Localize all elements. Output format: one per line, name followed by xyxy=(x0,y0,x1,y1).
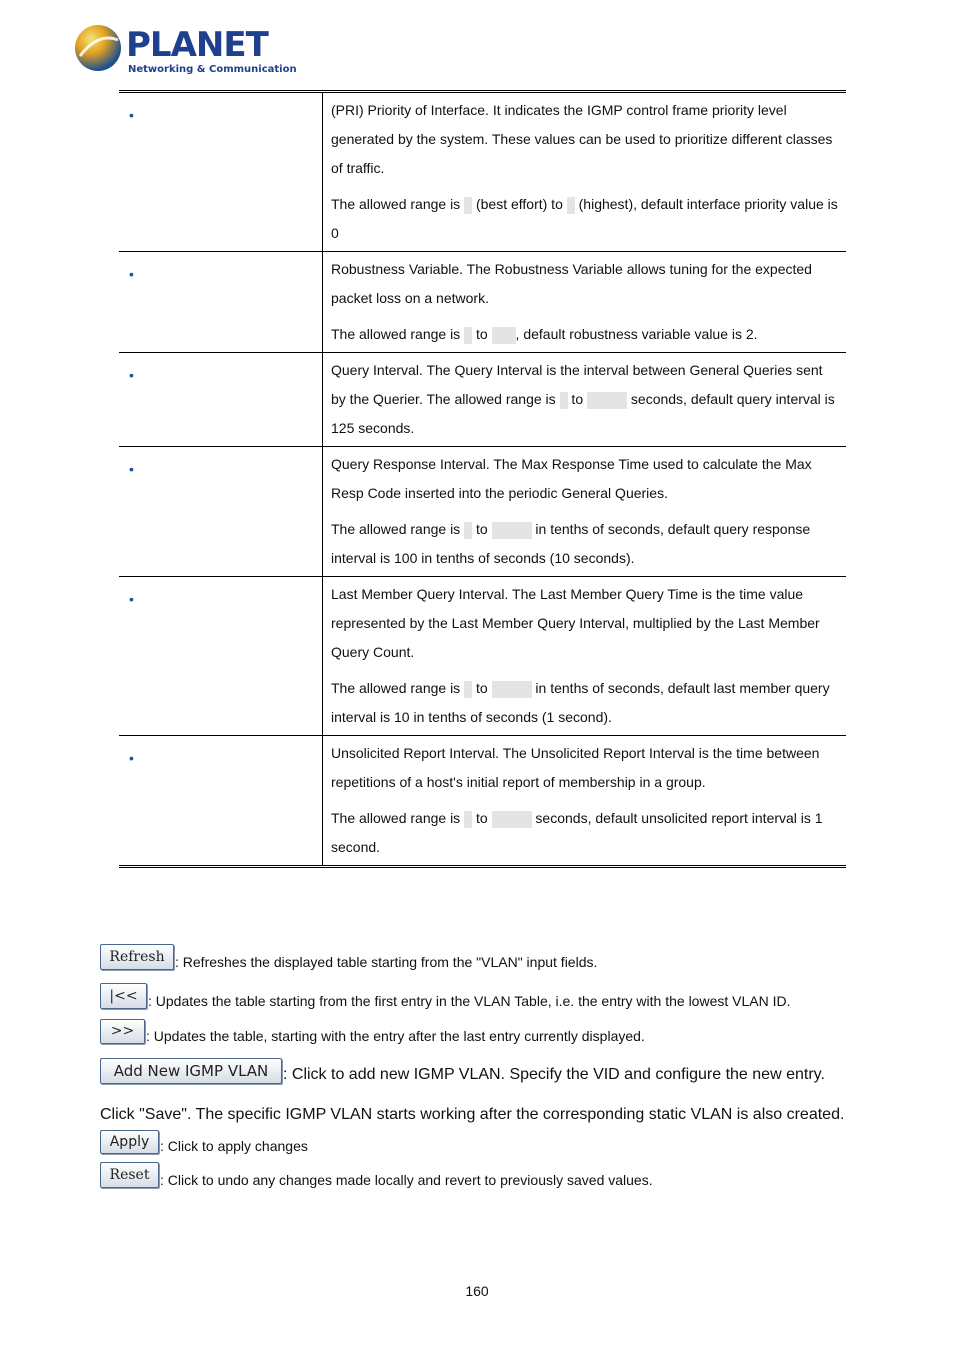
description-text: to xyxy=(472,326,492,342)
value-placeholder xyxy=(492,681,532,698)
parameter-row xyxy=(119,577,846,736)
description-text: in tenths of seconds, default query response interval is 100 in tenths of seconds (10 seconds). xyxy=(331,521,811,566)
description-text: Unsolicited Report Interval. The Unsolicited Report Interval is the time between repetitions of a host's initial report of membership in a group. xyxy=(331,745,820,790)
description-text: The allowed range is xyxy=(331,810,465,826)
reset-description: : Click to undo any changes made locally and revert to previously saved values. xyxy=(160,1172,653,1188)
parameter-name-cell xyxy=(119,577,323,736)
parameter-name-cell xyxy=(119,736,323,867)
description-paragraph xyxy=(331,190,840,248)
description-paragraph xyxy=(331,255,840,313)
reset-button[interactable]: Reset xyxy=(100,1162,159,1188)
description-paragraph xyxy=(331,356,840,443)
parameter-row xyxy=(119,447,846,577)
description-paragraph xyxy=(331,580,840,667)
apply-line xyxy=(100,1130,308,1154)
parameter-description-cell xyxy=(323,92,847,252)
first-page-button[interactable]: |<< xyxy=(100,983,147,1009)
description-paragraph xyxy=(331,739,840,797)
parameter-description-cell xyxy=(323,252,847,353)
parameter-name-cell xyxy=(119,447,323,577)
bullet-icon: • xyxy=(129,367,134,383)
description-paragraph xyxy=(331,515,840,573)
bullet-icon: • xyxy=(129,461,134,477)
logo-tagline: Networking & Communication xyxy=(128,64,297,75)
bullet-icon: • xyxy=(129,750,134,766)
parameter-description-cell xyxy=(323,736,847,867)
globe-icon xyxy=(75,25,121,71)
parameter-row xyxy=(119,252,846,353)
description-text: to xyxy=(472,521,492,537)
parameter-row xyxy=(119,353,846,447)
value-placeholder xyxy=(464,522,472,539)
parameter-description-cell xyxy=(323,577,847,736)
parameter-name-cell xyxy=(119,252,323,353)
description-text: The allowed range is xyxy=(331,196,465,212)
description-text: Query Response Interval. The Max Response Time used to calculate the Max Resp Code inserted into the periodic General Queries. xyxy=(331,456,812,501)
description-text: to xyxy=(472,680,492,696)
refresh-line xyxy=(100,944,597,970)
bullet-icon: • xyxy=(129,266,134,282)
value-placeholder xyxy=(587,392,627,409)
description-text: Query Interval. The Query Interval is the interval between General Queries sent by the Querier. The allowed range is xyxy=(331,362,823,407)
description-paragraph xyxy=(331,804,840,862)
value-placeholder xyxy=(492,522,532,539)
description-paragraph xyxy=(331,450,840,508)
description-text: in tenths of seconds, default last member query interval is 10 in tenths of seconds (1 second). xyxy=(331,680,830,725)
value-placeholder xyxy=(464,681,472,698)
description-text: seconds, default unsolicited report interval is 1 second. xyxy=(331,810,823,855)
description-text: to xyxy=(567,391,588,407)
save-instruction: Click "Save". The specific IGMP VLAN starts working after the corresponding static VLAN is also created. xyxy=(100,1106,845,1123)
description-text: The allowed range is xyxy=(331,521,465,537)
description-text: Robustness Variable. The Robustness Variable allows tuning for the expected packet loss on a network. xyxy=(331,261,812,306)
refresh-button[interactable]: Refresh xyxy=(100,944,174,970)
add-igmp-vlan-description: : Click to add new IGMP VLAN. Specify the VID and configure the new entry. xyxy=(283,1066,825,1083)
add-igmp-vlan-button[interactable]: Add New IGMP VLAN xyxy=(100,1058,282,1084)
value-placeholder xyxy=(464,197,472,214)
parameter-description-cell xyxy=(323,447,847,577)
description-text: The allowed range is xyxy=(331,326,465,342)
description-paragraph xyxy=(331,320,840,349)
first-page-line xyxy=(100,983,791,1009)
next-page-description: : Updates the table, starting with the entry after the last entry currently displayed. xyxy=(146,1028,645,1044)
apply-description: : Click to apply changes xyxy=(160,1138,308,1154)
refresh-description: : Refreshes the displayed table starting from the "VLAN" input fields. xyxy=(175,954,598,970)
first-page-description: : Updates the table starting from the first entry in the VLAN Table, i.e. the entry with the lowest VLAN ID. xyxy=(148,993,791,1009)
reset-line xyxy=(100,1162,653,1188)
description-text: (best effort) to xyxy=(472,196,567,212)
parameter-description-cell xyxy=(323,353,847,447)
description-paragraph xyxy=(331,96,840,183)
bullet-icon: • xyxy=(129,591,134,607)
add-vlan-line xyxy=(100,1058,825,1084)
page-number: 160 xyxy=(465,1283,489,1299)
parameter-table xyxy=(119,90,846,868)
planet-logo xyxy=(72,22,297,78)
value-placeholder xyxy=(567,197,575,214)
value-placeholder xyxy=(464,811,472,828)
next-page-line xyxy=(100,1019,645,1044)
parameter-row xyxy=(119,736,846,867)
value-placeholder xyxy=(560,392,568,409)
description-text: to xyxy=(472,810,492,826)
apply-button[interactable]: Apply xyxy=(100,1130,159,1154)
value-placeholder xyxy=(464,327,472,344)
bullet-icon: • xyxy=(129,107,134,123)
next-page-button[interactable]: >> xyxy=(100,1019,145,1044)
description-text: (PRI) Priority of Interface. It indicates the IGMP control frame priority level generated by the system. These values can be used to prioritize different classes of traffic. xyxy=(331,102,833,176)
description-text: , default robustness variable value is 2. xyxy=(515,326,758,342)
value-placeholder xyxy=(492,811,532,828)
parameter-name-cell xyxy=(119,92,323,252)
parameter-name-cell xyxy=(119,353,323,447)
logo-wordmark: PLANET xyxy=(126,25,268,65)
value-placeholder xyxy=(492,327,516,344)
description-text: (highest), default interface priority value is 0 xyxy=(331,196,838,241)
description-text: seconds, default query interval is 125 seconds. xyxy=(331,391,835,436)
description-text: The allowed range is xyxy=(331,680,465,696)
description-paragraph xyxy=(331,674,840,732)
description-text: Last Member Query Interval. The Last Member Query Time is the time value represented by the Last Member Query Interval, multiplied by the Last Member Query Count. xyxy=(331,586,820,660)
parameter-row xyxy=(119,92,846,252)
